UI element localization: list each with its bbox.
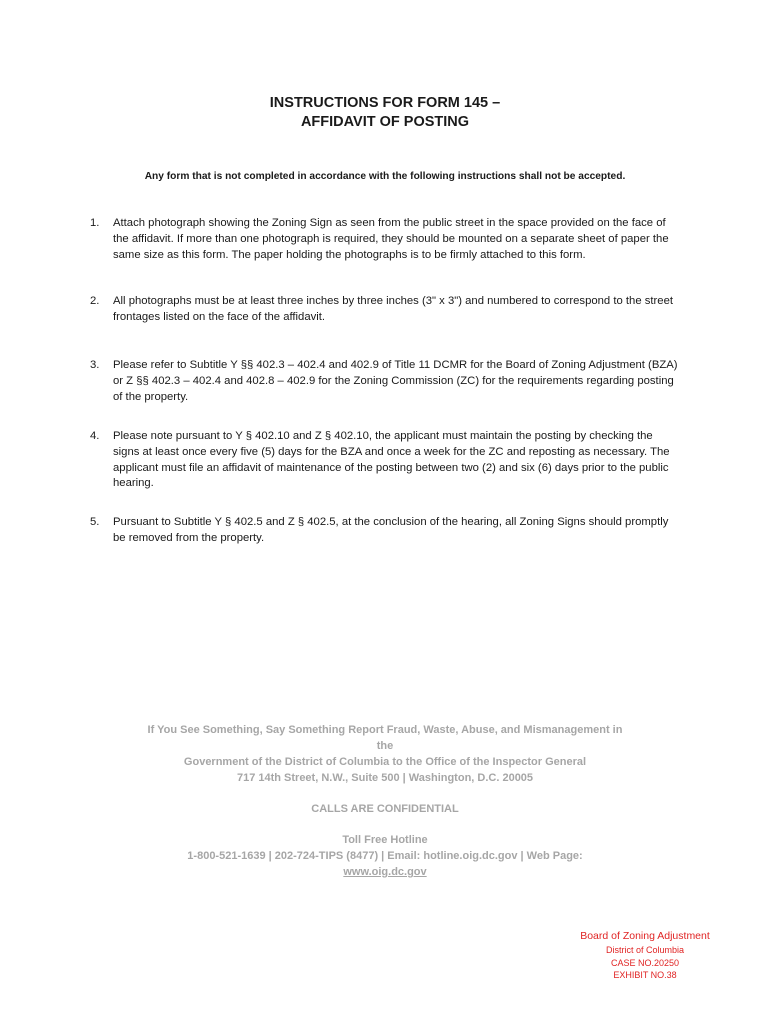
stamp-district: District of Columbia [605, 945, 685, 955]
item-number: 3. [90, 359, 100, 371]
hotline-label: Toll Free Hotline [342, 834, 428, 846]
web-page-link[interactable]: www.oig.dc.gov [343, 866, 427, 878]
item-number: 2. [90, 295, 100, 307]
footer-line-2: the [376, 740, 394, 752]
footer-address: 717 14th Street, N.W., Suite 500 | Washington, D.C. 20005 [236, 772, 534, 784]
stamp-case-number: CASE NO.20250 [610, 957, 680, 968]
item-number: 1. [90, 217, 100, 229]
exhibit-stamp [570, 928, 720, 982]
acceptance-notice: Any form that is not completed in accordance with the following instructions shall not be accepted. [144, 171, 626, 182]
title-line-1: INSTRUCTIONS FOR FORM 145 – [269, 95, 501, 111]
footer-line-1: If You See Something, Say Something Report Fraud, Waste, Abuse, and Mismanagement in [147, 724, 623, 736]
hotline-contacts: 1-800-521-1639 | 202-724-TIPS (8477) | Email: hotline.oig.dc.gov | Web Page: [187, 850, 583, 862]
item-number: 5. [90, 516, 100, 528]
oig-footer [0, 722, 770, 880]
item-text: Please note pursuant to Y § 402.10 and Z § 402.10, the applicant must maintain the posting by checking the signs at least once every five (5) days for the BZA and once a week for the ZC and reposting as necessary. The applicant must file an affidavit of maintenance of the posting between two (2) and six (6) days prior to the public hearing. [113, 430, 670, 490]
item-number: 4. [90, 430, 100, 442]
stamp-exhibit-number: EXHIBIT NO.38 [613, 970, 677, 980]
footer-line-3: Government of the District of Columbia to the Office of the Inspector General [183, 756, 587, 768]
item-text: Attach photograph showing the Zoning Sign as seen from the public street in the space provided on the face of the affidavit. If more than one photograph is required, they should be mounted on a separate sheet of paper the same size as this form. The paper holding the photographs is to be firmly attached to this form. [113, 217, 669, 261]
title-line-2: AFFIDAVIT OF POSTING [300, 114, 470, 130]
item-text: All photographs must be at least three inches by three inches (3" x 3") and numbered to correspond to the street frontages listed on the face of the affidavit. [113, 295, 674, 323]
document-title [0, 94, 770, 132]
stamp-board-name: Board of Zoning Adjustment [580, 930, 710, 942]
calls-confidential: CALLS ARE CONFIDENTIAL [311, 803, 459, 815]
item-text: Please refer to Subtitle Y §§ 402.3 – 402.4 and 402.9 of Title 11 DCMR for the Board of Zoning Adjustment (BZA) or Z §§ 402.3 – 402.4 and 402.8 – 402.9 for the Zoning Commission (ZC) for the requirements regarding posting of the property. [113, 359, 678, 403]
item-text: Pursuant to Subtitle Y § 402.5 and Z § 402.5, at the conclusion of the hearing, all Zoning Signs should promptly be removed from the property. [113, 516, 669, 544]
